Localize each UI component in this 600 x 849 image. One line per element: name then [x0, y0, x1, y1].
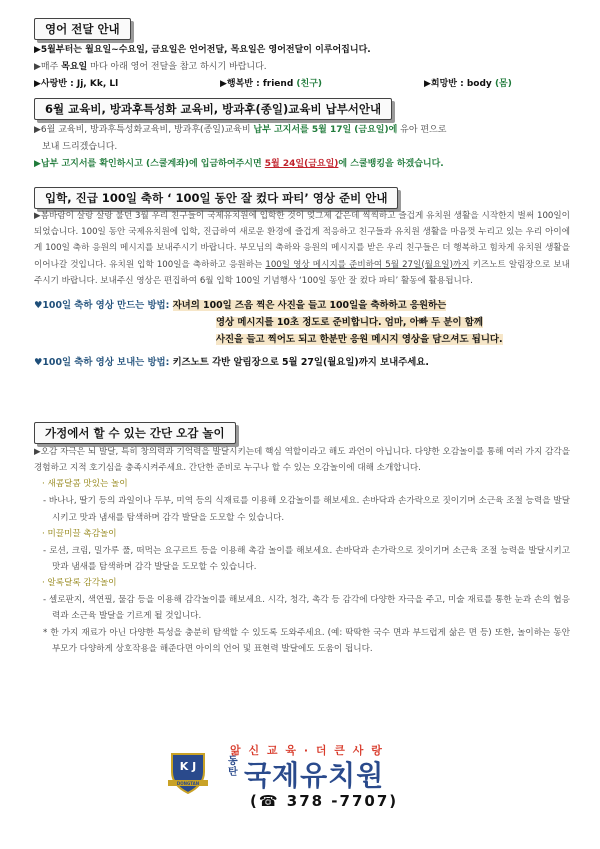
logo-dongtan: 동탄: [228, 756, 238, 778]
logo-phone: (☎ 378 -7707): [250, 792, 399, 810]
english-schedule-line: ▶5월부터는 월요일~수요일, 금요일은 언어전달, 목요일은 영어전달이 이루어집니다.: [34, 45, 371, 55]
logo-school-name: 국제유치원: [244, 759, 385, 792]
tuition-notice-line: ▶6월 교육비, 방과후특성화교육비, 방과후(종일)교육비 납부 고지서를 5월 17일 (금요일)에 유아 편으로: [34, 125, 447, 135]
class-love: ▶사랑반 : Jj, Kk, Ll: [34, 79, 119, 89]
shield-initials: K J: [179, 760, 197, 773]
shield-band-text: DONGTAN: [176, 781, 200, 786]
play-text-touch: - 로션, 크림, 밀가루 풀, 떠먹는 요구르트 등을 이용해 촉감 놀이를 해보세요. 손바닥과 손가락으로 짓이기며 소근육 조절 능력을 발달시키고 맛과 냄새를 탐색하며 감각 발달을 도모할 수 있습니다.: [43, 545, 570, 573]
english-weekly-line: ▶매주 목요일 마다 아래 영어 전달을 참고 하시기 바랍니다.: [34, 62, 267, 72]
class-hope: ▶희망반 : body (몸): [424, 79, 512, 89]
play-text-taste: - 바나나, 딸기 등의 과일이나 두부, 미역 등의 식재료를 이용해 오감놀이를 해보세요. 손바닥과 손가락으로 짓이기며 소근육 조절 능력을 발달시키고 맛과 냄새를 탐색하며 감각 발달을 도모할 수 있습니다.: [43, 496, 570, 523]
video-make-method-cont2: 사진을 들고 찍어도 되고 한분만 응원 메시지 영상을 담으셔도 됩니다.: [216, 334, 503, 346]
class-words-line: [34, 76, 570, 93]
tuition-notice-cont: 보내 드리겠습니다.: [42, 142, 118, 152]
section-title-100days: 입학, 진급 100일 축하 ‘ 100일 동안 잘 컸다 파티’ 영상 준비 안내: [34, 187, 398, 209]
section-title-tuition: 6월 교육비, 방과후특성화 교육비, 방과후(종일)교육비 납부서안내: [34, 98, 392, 120]
100days-paragraph: ▶봄바람이 살랑 살랑 불던 3월 우리 친구들이 국제유치원에 입학한 것이 엊그제 같은데 씩씩하고 즐겁게 유치원 생활을 시작한지 벌써 100일이 되었습니다. 100일 동안 국제유치원에 입학, 진급하여 새로운 환경에 즐겁게 적응하고 친구들과 유치원 생활을 마음껏 누리고 있는 우리 아이에게 100일 축하 응원의 메시지를 보내주시기 바랍니다. 부모님의 축하와 응원의 메시지를 받은 우리 친구들은 더 행복하고 힘차게 유치원 생활을 이어나갈 것입니다. 유치원 입학 100일을 축하하고 응원하는 100일 영상 메시지를 준비하여 5월 27일(월요일)까지 키즈노트 알림장으로 보내주시기 바랍니다. 보내주신 영상은 편집하여 6월 입학 100일 기념행사 ‘100일 동안 잘 컸다 파티’ 활동에 활용됩니다.: [34, 211, 570, 286]
logo-slogan: 앎 신 교 육 · 더 큰 사 랑: [230, 744, 384, 757]
play-note: * 한 가지 재료가 아닌 다양한 특성을 충분히 탐색할 수 있도록 도와주세요. (예: 딱딱한 국수 면과 부드럽게 삶은 면 등) 또한, 놀이하는 동안 부모가 다양하게 상호작용을 해준다면 아이의 언어 및 표현력 발달에도 도움이 됩니다.: [43, 627, 570, 654]
play-title-senses: · 알록달록 감각놀이: [42, 578, 117, 589]
class-happy: ▶행복반 : friend (친구): [220, 79, 323, 89]
section-title-english: 영어 전달 안내: [34, 18, 131, 40]
school-banking-line: ▶납부 고지서를 확인하시고 (스쿨계좌)에 입금하여주시면 5월 24일(금요일)에 스쿨뱅킹을 하겠습니다.: [34, 159, 444, 169]
play-text-senses: - 셀로판지, 색연필, 물감 등을 이용해 감각놀이를 해보세요. 시각, 청각, 촉각 등 감각에 다양한 자극을 주고, 미술 재료를 통한 눈과 손의 협응력과 소근육 발달을 기르게 될 것입니다.: [43, 595, 570, 622]
play-title-taste: · 새콤달콤 맛있는 놀이: [42, 479, 128, 490]
video-make-method: ♥100일 축하 영상 만드는 방법: 자녀의 100일 즈음 찍은 사진을 들고 100일을 축하하고 응원하는: [34, 300, 447, 312]
video-make-method-cont1: 영상 메시지를 10초 정도로 준비합니다. 엄마, 아빠 두 분이 함께: [216, 317, 483, 329]
section-title-sensory-play: 가정에서 할 수 있는 간단 오감 놀이: [34, 422, 236, 444]
video-send-method: ♥100일 축하 영상 보내는 방법: 키즈노트 각반 알림장으로 5월 27일(월요일)까지 보내주세요.: [34, 357, 429, 369]
sensory-intro: ▶오감 자극은 뇌 발달, 특히 창의력과 기억력을 발달시키는데 핵심 역할이라고 해도 과언이 아닙니다. 다양한 오감놀이를 통해 여러 가지 감각을 경험하고 지적 호기심을 충족시켜주세요. 간단한 준비로 누구나 할 수 있는 오감놀이에 대해 소개합니다.: [34, 447, 570, 474]
play-title-touch: · 미끌미끌 촉감놀이: [42, 528, 117, 539]
shield-emblem-icon: [168, 750, 208, 794]
kindergarten-logo: [160, 742, 460, 832]
